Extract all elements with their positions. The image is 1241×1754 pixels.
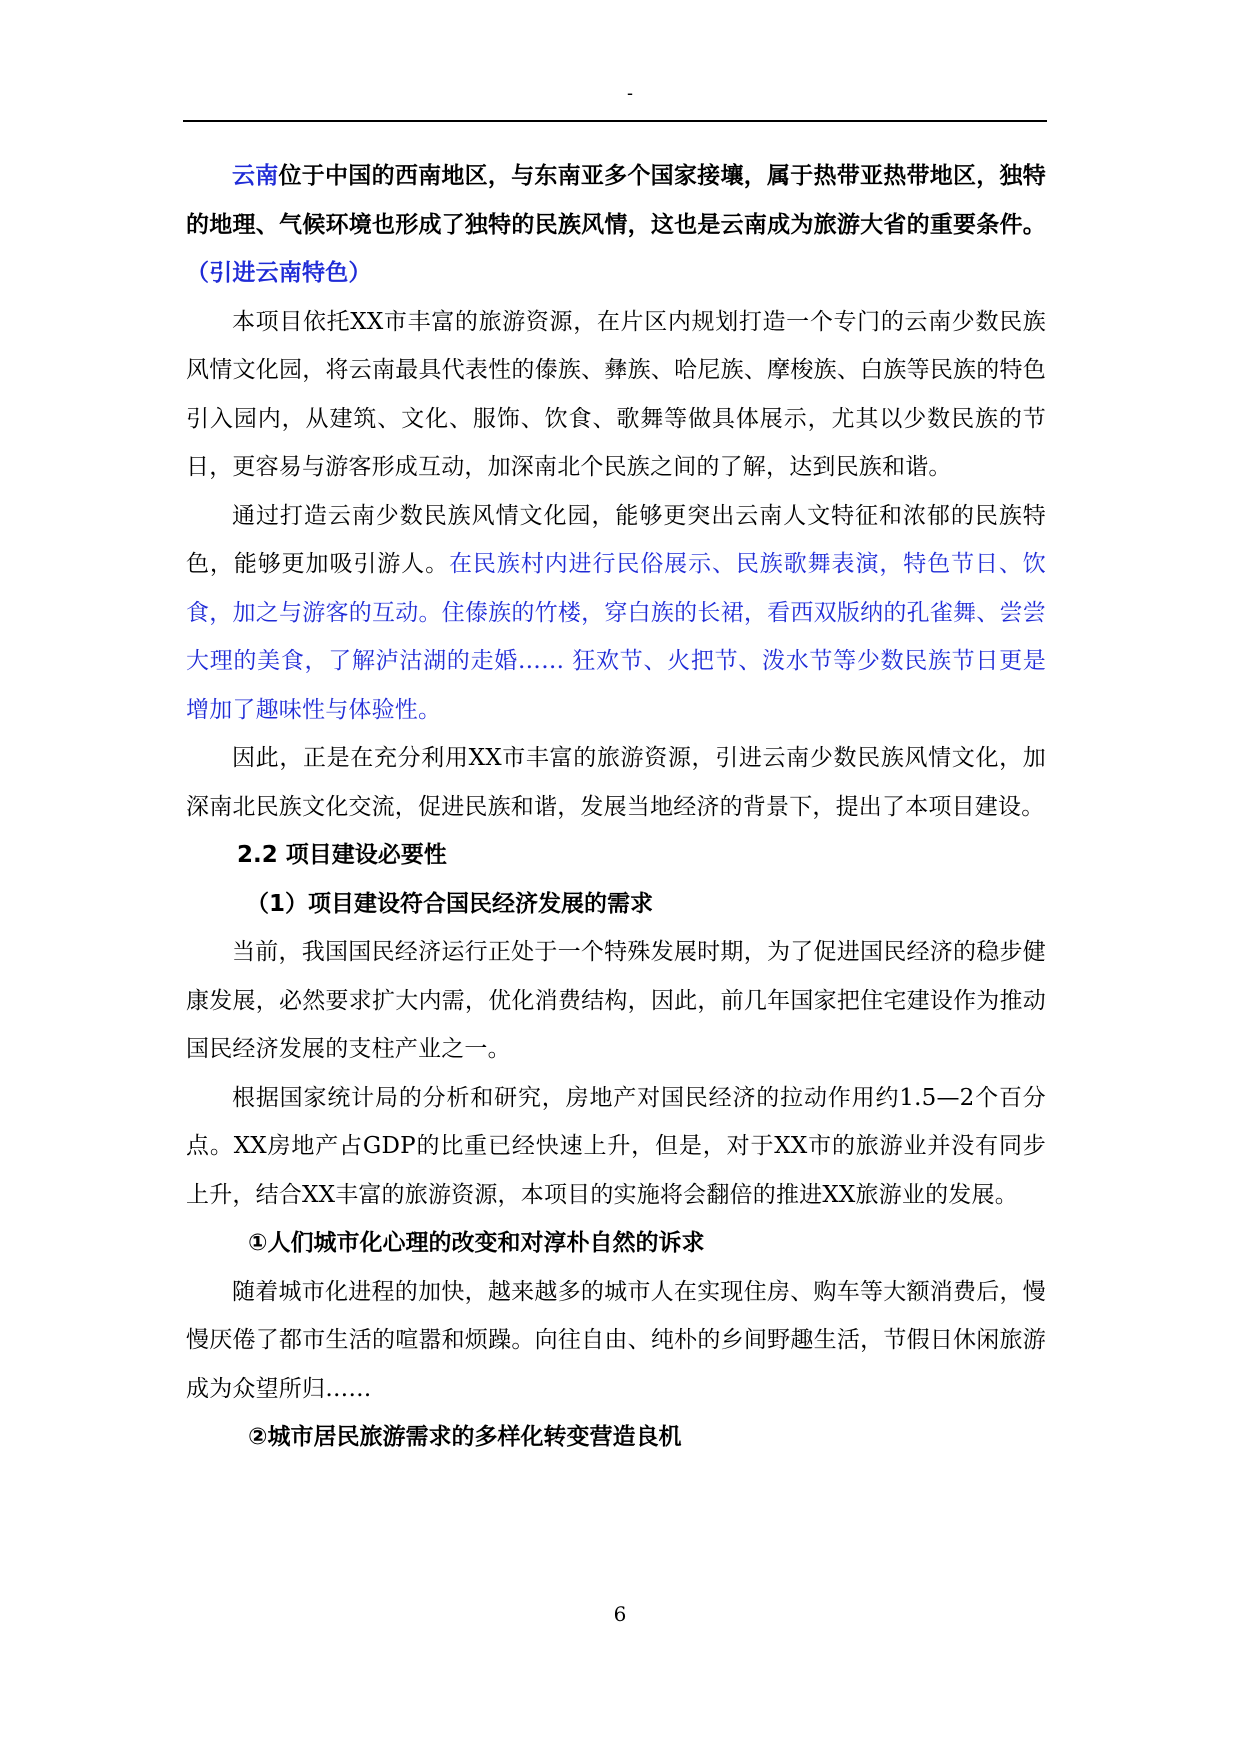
section-heading: 2.2 项目建设必要性 bbox=[237, 842, 447, 868]
page-number: 6 bbox=[613, 1602, 627, 1626]
paragraph-real-estate: 根据国家统计局的分析和研究，房地产对国民经济的拉动作用约1.5—2个百分点。XX房地产占GDP的比重已经快速上升，但是，对于XX市的旅游业并没有同步上升，结合XX丰富的旅游资源，本项目的实施将会翻倍的推进XX旅游业的发展。 bbox=[186, 1084, 1046, 1208]
paragraph-culture-park bbox=[186, 492, 1046, 735]
paragraph-culture-park-highlight: 在民族村内进行民俗展示、民族歌舞表演，特色节日、饮食，加之与游客的互动。住傣族的竹楼，穿白族的长裙，看西双版纳的孔雀舞、尝尝大理的美食，了解泸沽湖的走婚…… 狂欢节、火把节、泼水节等少数民族节日更是增加了趣味性与体验性。 bbox=[186, 551, 1047, 723]
intro-sentence: 位于中国的西南地区，与东南亚多个国家接壤，属于热带亚热带地区，独特的地理、气候环境也形成了独特的民族风情，这也是云南成为旅游大省的重要条件。 bbox=[186, 162, 1046, 238]
page-body bbox=[186, 152, 1046, 1462]
subsection-heading: （1）项目建设符合国民经济发展的需求 bbox=[246, 890, 654, 917]
item-heading-tourism-demand: ②城市居民旅游需求的多样化转变营造良机 bbox=[248, 1424, 682, 1450]
intro-paragraph bbox=[186, 152, 1046, 298]
paragraph-project-basis: 本项目依托XX市丰富的旅游资源，在片区内规划打造一个专门的云南少数民族风情文化园，将云南最具代表性的傣族、彝族、哈尼族、摩梭族、白族等民族的特色引入园内，从建筑、文化、服饰、饮食、歌舞等做具体展示，尤其以少数民族的节日，更容易与游客形成互动，加深南北个民族之间的了解，达到民族和谐。 bbox=[186, 308, 1046, 480]
item-heading-urbanization: ①人们城市化心理的改变和对淳朴自然的诉求 bbox=[248, 1230, 705, 1256]
header-mark: - bbox=[627, 83, 633, 103]
paragraph-culture-park-plain: 通过打造云南少数民族风情文化园，能够更突出云南人文特征和浓郁的民族特色，能够更加吸引游人。 bbox=[186, 502, 1046, 577]
header-rule bbox=[183, 120, 1047, 122]
paragraph-economy: 当前，我国国民经济运行正处于一个特殊发展时期，为了促进国民经济的稳步健康发展，必然要求扩大内需，优化消费结构，因此，前几年国家把住宅建设作为推动国民经济发展的支柱产业之一。 bbox=[186, 939, 1046, 1062]
place-link[interactable]: 云南 bbox=[232, 162, 279, 189]
paragraph-conclusion: 因此，正是在充分利用XX市丰富的旅游资源，引进云南少数民族风情文化，加深南北民族文化交流，促进民族和谐，发展当地经济的背景下，提出了本项目建设。 bbox=[186, 745, 1046, 820]
paragraph-urbanization: 随着城市化进程的加快，越来越多的城市人在实现住房、购车等大额消费后，慢慢厌倦了都市生活的喧嚣和烦躁。向往自由、纯朴的乡间野趣生活，节假日休闲旅游成为众望所归…… bbox=[186, 1278, 1046, 1402]
intro-note: （引进云南特色） bbox=[186, 259, 372, 286]
